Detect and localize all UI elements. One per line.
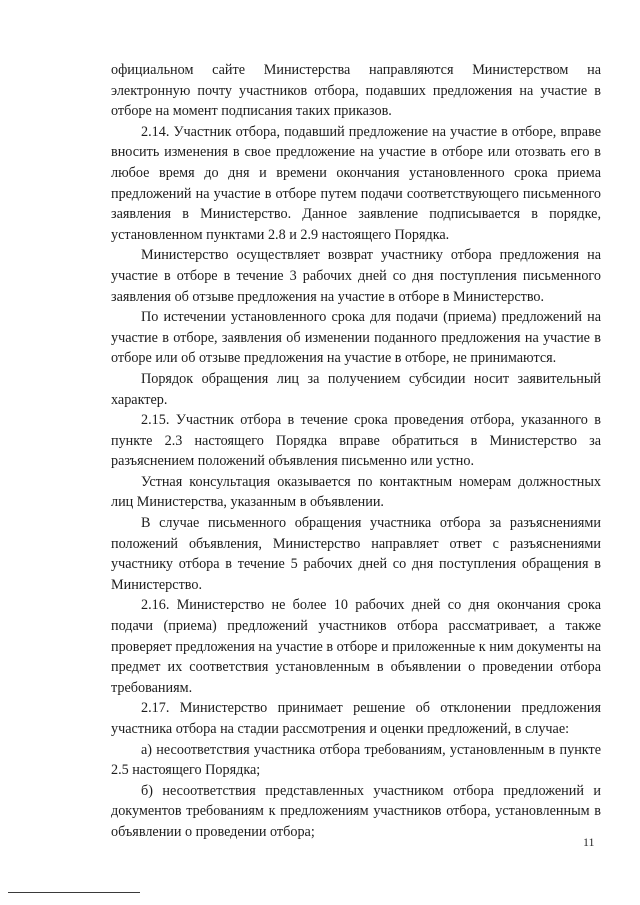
paragraph-continuation: официальном сайте Министерства направляются Министерством на электронную почту участников отбора, подавших предложения на участие в отборе на момент подписания таких приказов. bbox=[111, 62, 601, 120]
paragraph-oral-consultation: Устная консультация оказывается по контактным номерам должностных лиц Министерства, указанным в объявлении. bbox=[111, 473, 601, 511]
paragraph-return-proposal: Министерство осуществляет возврат участнику отбора предложения на участие в отборе в течение 3 рабочих дней со дня поступления письменного заявления об отзыве предложения на участие в отборе в Министерство. bbox=[111, 247, 601, 305]
paragraph-2-16: 2.16. Министерство не более 10 рабочих дней со дня окончания срока подачи (приема) предложений участников отбора рассматривает, а также проверяет предложения на участие в отборе и приложенные к ним документы на предмет их соответствия установленным в объявлении о проведении отбора требованиям. bbox=[111, 597, 601, 696]
list-item-a: а) несоответствия участника отбора требованиям, установленным в пункте 2.5 настоящего Порядка; bbox=[111, 741, 601, 779]
paragraph-2-14: 2.14. Участник отбора, подавший предложение на участие в отборе, вправе вносить изменения в свое предложение на участие в отборе или отозвать его в любое время до дня и времени окончания установленного срока приема предложений на участие в отборе путем подачи соответствующего письменного заявления в Министерство. Данное заявление подписывается в порядке, установленном пунктами 2.8 и 2.9 настоящего Порядка. bbox=[111, 123, 601, 243]
paragraph-2-17: 2.17. Министерство принимает решение об отклонении предложения участника отбора на стадии рассмотрения и оценки предложений, в случае: bbox=[111, 700, 601, 737]
list-item-b: б) несоответствия представленных участником отбора предложений и документов требованиям к предложениям участников отбора, установленным в объявлении о проведении отбора; bbox=[111, 782, 601, 840]
paragraph-2-15: 2.15. Участник отбора в течение срока проведения отбора, указанного в пункте 2.3 настоящего Порядка вправе обратиться в Министерство за разъяснением положений объявления письменно или устно. bbox=[111, 412, 601, 470]
paragraph-application-nature: Порядок обращения лиц за получением субсидии носит заявительный характер. bbox=[111, 370, 601, 408]
footer-divider bbox=[8, 892, 140, 893]
paragraph-written-request: В случае письменного обращения участника отбора за разъяснениями положений объявления, Министерство направляет ответ с разъяснениями участнику отбора в течение 5 рабочих дней со дня поступления обращения в Министерство. bbox=[111, 515, 601, 593]
paragraph-deadline-expiry: По истечении установленного срока для подачи (приема) предложений на участие в отборе, заявления об изменении поданного предложения на участие в отборе или об отзыве предложения на участие в отборе, не принимаются. bbox=[111, 309, 601, 367]
page-number: 11 bbox=[583, 835, 595, 849]
document-body bbox=[111, 60, 601, 843]
